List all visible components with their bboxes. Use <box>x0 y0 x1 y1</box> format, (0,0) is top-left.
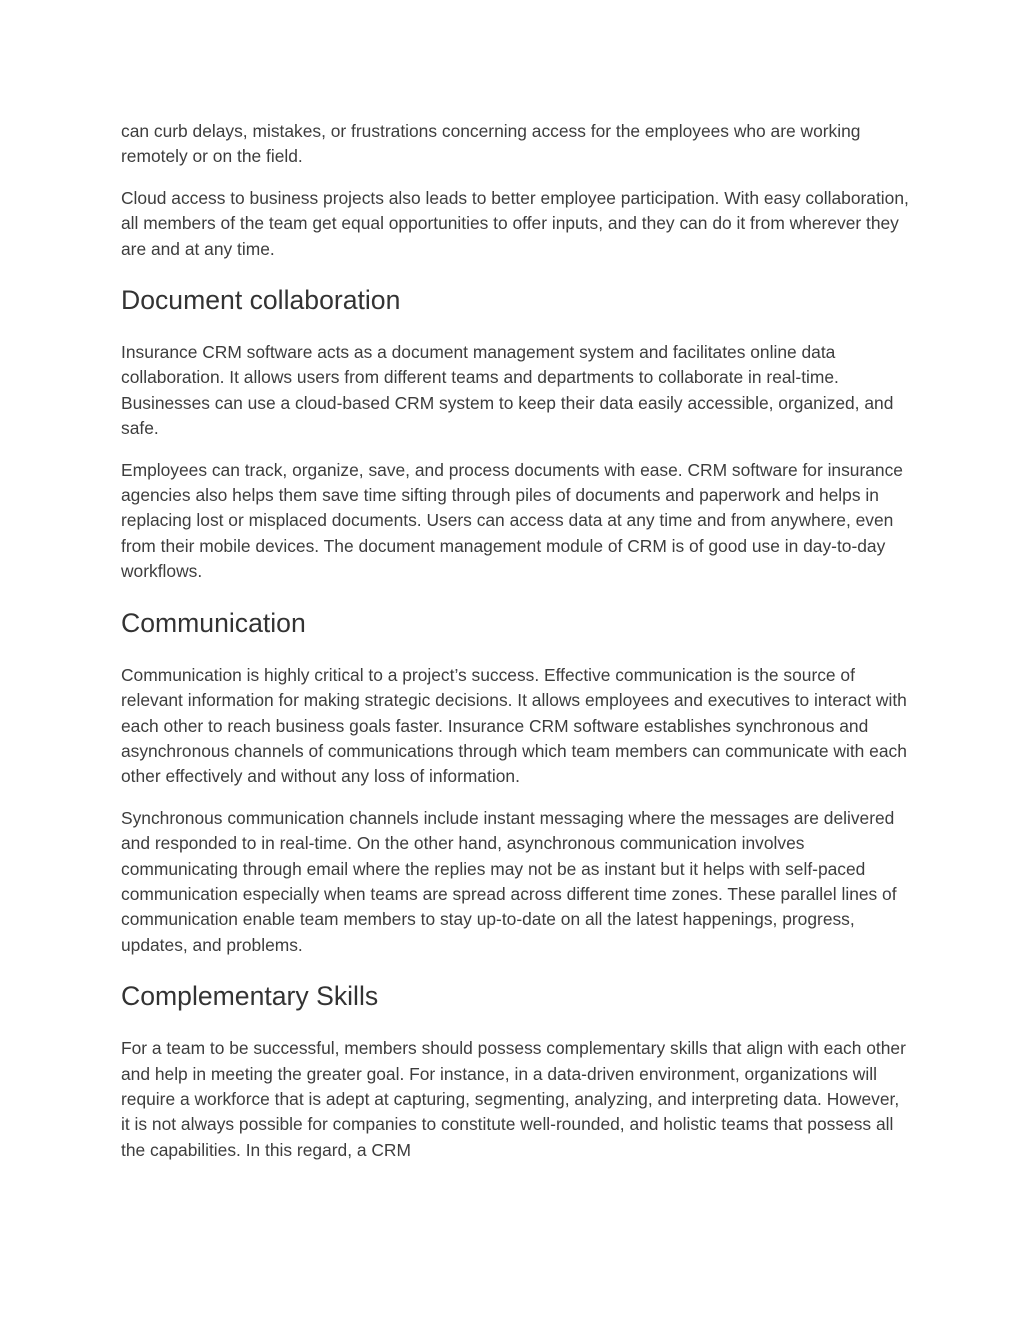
section-heading-document-collaboration: Document collaboration <box>121 285 401 316</box>
document-body <box>121 119 911 1179</box>
paragraph: Synchronous communication channels include instant messaging where the messages are delivered and responded to in real-time. On the other hand, asynchronous communication involves communicating through email where the replies may not be as instant but it helps with self-paced communication especially when teams are spread across different time zones. These parallel lines of communication enable team members to stay up-to-date on all the latest happenings, progress, updates, and problems. <box>121 807 897 955</box>
section-heading-communication: Communication <box>121 607 306 638</box>
section-heading-complementary-skills: Complementary Skills <box>121 981 379 1012</box>
paragraph: Insurance CRM software acts as a document management system and facilitates online data collaboration. It allows users from different teams and departments to collaborate in real-time. Businesses can use a cloud-based CRM system to keep their data easily accessible, organized, and safe. <box>121 342 894 439</box>
paragraph: Communication is highly critical to a project’s success. Effective communication is the source of relevant information for making strategic decisions. It allows employees and executives to interact with each other to reach business goals faster. Insurance CRM software establishes synchronous and asynchronous channels of communications through which team members can communicate with each other effectively and without any loss of information. <box>121 664 907 787</box>
paragraph: For a team to be successful, members should possess complementary skills that align with each other and help in meeting the greater goal. For instance, in a data-driven environment, organizations will require a workforce that is adept at capturing, segmenting, analyzing, and interpreting data. However, it is not always possible for companies to constitute well-rounded, and holistic teams that possess all the capabilities. In this regard, a CRM <box>121 1038 906 1160</box>
paragraph: can curb delays, mistakes, or frustrations concerning access for the employees who are working remotely or on the field. <box>121 121 861 167</box>
paragraph: Cloud access to business projects also leads to better employee participation. With easy collaboration, all members of the team get equal opportunities to offer inputs, and they can do it from wherever they are and at any time. <box>121 187 909 259</box>
paragraph: Employees can track, organize, save, and process documents with ease. CRM software for insurance agencies also helps them save time sifting through piles of documents and paperwork and helps in replacing lost or misplaced documents. Users can access data at any time and from anywhere, even from their mobile devices. The document management module of CRM is of good use in day-to-day workflows. <box>121 459 903 582</box>
